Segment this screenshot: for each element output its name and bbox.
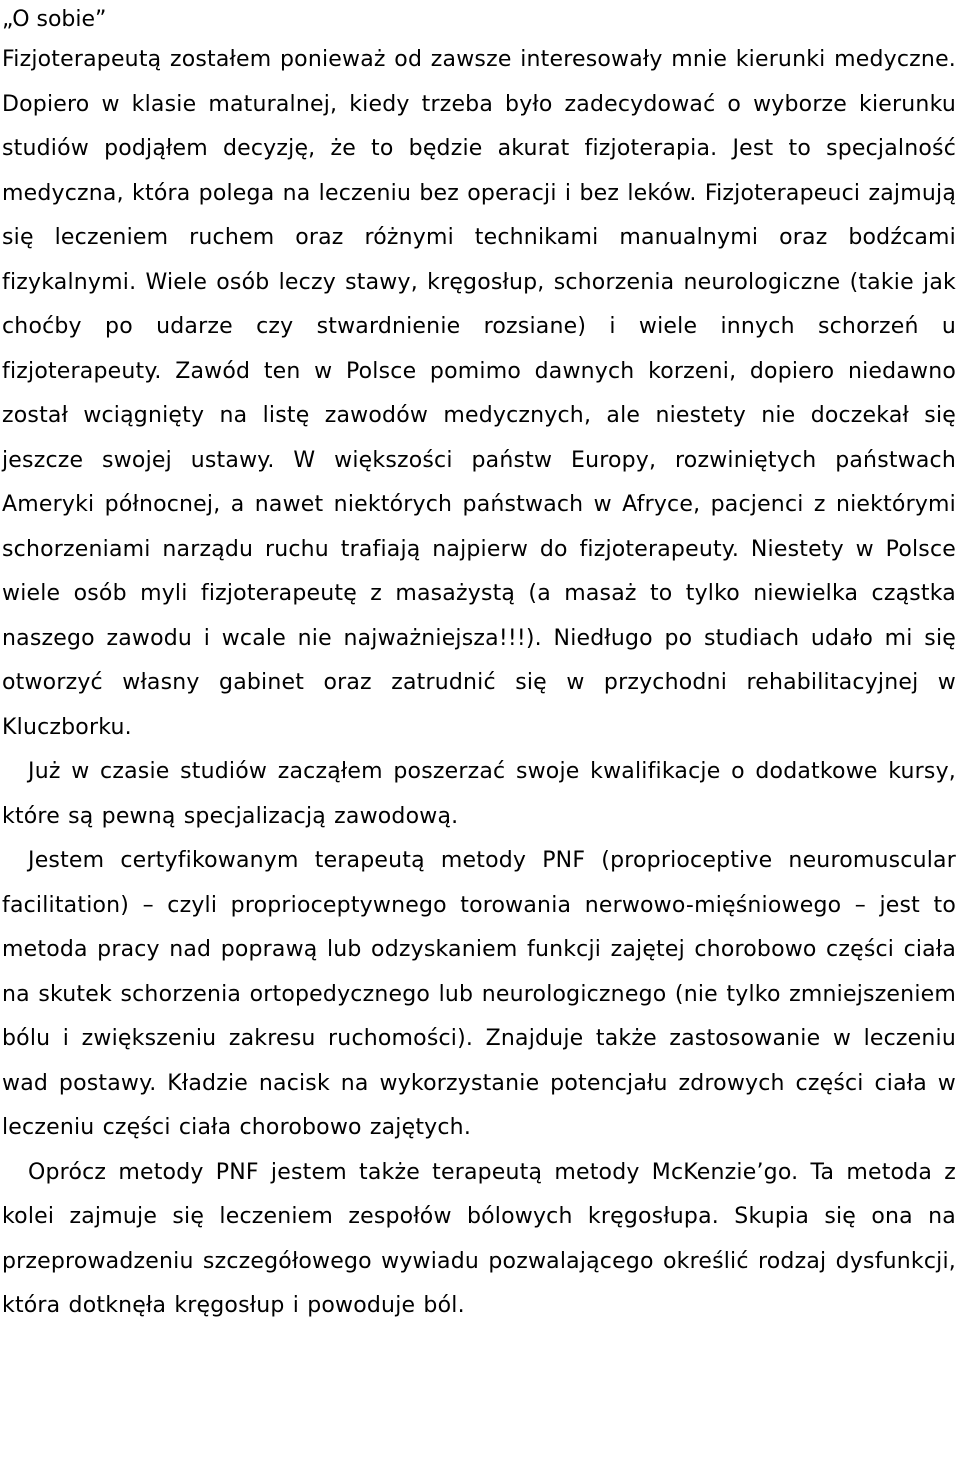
paragraph-pnf-method: Jestem certyfikowanym terapeutą metody PNF (proprioceptive neuromuscular facilitation) – czyli proprioceptywnego torowania nerwowo-mięśniowego – jest to metoda pracy nad poprawą lub odzyskaniem funkcji zajętej chorobowo części ciała na skutek schorzenia ortopedycznego lub neurologicznego (nie tylko zmniejszeniem bólu i zwiększeniu zakresu ruchomości). Znajduje także zastosowanie w leczeniu wad postawy. Kładzie nacisk na wykorzystanie potencjału zdrowych części ciała w leczeniu części ciała chorobowo zajętych. (2, 848, 956, 1140)
paragraph-mckenzie-method: Oprócz metody PNF jestem także terapeutą metody McKenzie’go. Ta metoda z kolei zajmuje się leczeniem zespołów bólowych kręgosłupa. Skupia się ona na przeprowadzeniu szczegółowego wywiadu pozwalającego określić rodzaj dysfunkcji, która dotknęła kręgosłup i powoduje ból. (2, 1159, 956, 1318)
paragraph-about-profession: Fizjoterapeutą zostałem ponieważ od zawsze interesowały mnie kierunki medyczne. Dopiero w klasie maturalnej, kiedy trzeba było zadecydować o wyborze kierunku studiów podjąłem decyzję, że to będzie akurat fizjoterapia. Jest to specjalność medyczna, która polega na leczeniu bez operacji i bez leków. Fizjoterapeuci zajmują się leczeniem ruchem oraz różnymi technikami manualnymi oraz bodźcami fizykalnymi. Wiele osób leczy stawy, kręgosłup, schorzenia neurologiczne (takie jak choćby po udarze czy stwardnienie rozsiane) i wiele innych schorzeń u fizjoterapeuty. Zawód ten w Polsce pomimo dawnych korzeni, dopiero niedawno został wciągnięty na listę zawodów medycznych, ale niestety nie doczekał się jeszcze swojej ustawy. W większości państw Europy, rozwiniętych państwach Ameryki północnej, a nawet niektórych państwach w Afryce, pacjenci z niektórymi schorzeniami narządu ruchu trafiają najpierw do fizjoterapeuty. Niestety w Polsce wiele osób myli fizjoterapeutę z masażystą (a masaż to tylko niewielka cząstka naszego zawodu i wcale nie najważniejsza!!!). Niedługo po studiach udało mi się otworzyć własny gabinet oraz zatrudnić się w przychodni rehabilitacyjnej w Kluczborku. (2, 47, 956, 740)
document-title: „O sobie” (2, 7, 107, 32)
paragraph-qualifications: Już w czasie studiów zacząłem poszerzać swoje kwalifikacje o dodatkowe kursy, które są pewną specjalizacją zawodową. (2, 759, 956, 829)
